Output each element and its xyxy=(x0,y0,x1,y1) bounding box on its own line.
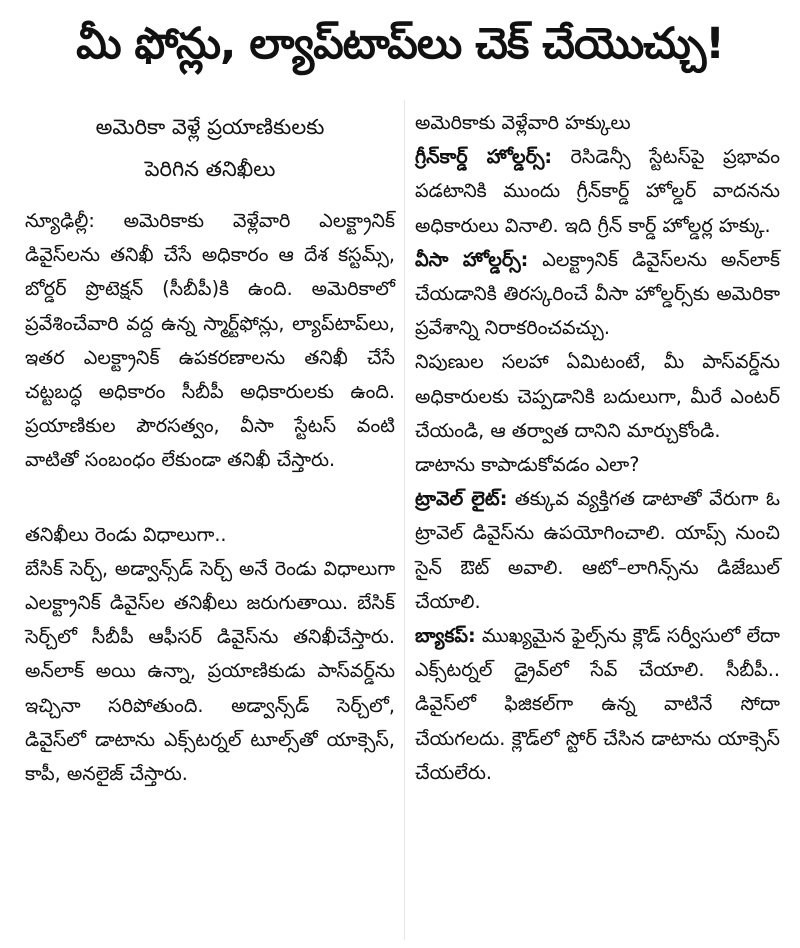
visa-lead: వీసా హోల్డర్స్: xyxy=(415,247,529,271)
green-card-paragraph xyxy=(415,140,780,243)
right-column xyxy=(415,106,780,790)
searches-paragraph: బేసిక్ సెర్చ్, అడ్వాన్స్‌డ్ సెర్చ్ అనే రెండు విధాలుగా ఎలక్ట్రానిక్ డివైస్‌ల తనిఖీలు జరుగుతాయి. బేసిక్ సెర్చ్‌లో సీబీపీ ఆఫీసర్ డివైస్‌ను తనిఖీచేస్తారు. అన్‌లాక్ అయి ఉన్నా, ప్రయాణికుడు పాస్‌వర్డ్‌ను ఇచ్చినా సరిపోతుంది. అడ్వాన్స్‌డ్ సెర్చ్‌లో, డివైస్‌లో డాటాను ఎక్స్‌టర్నల్ టూల్స్‌తో యాక్సెస్, కాపీ, అనలైజ్ చేస్తారు. xyxy=(25,556,395,786)
backup-paragraph xyxy=(415,619,780,790)
section-heading-searches: తనిఖీలు రెండు విధాలుగా.. xyxy=(25,522,227,546)
travel-light-text: తక్కువ వ్యక్తిగత డాటాతో వేరుగా ఓ ట్రావెల్ డివైస్‌ను ఉపయోగించాలి. యాప్స్ నుంచి సైన్ ఔట్ అవాలి. ఆటో–లాగిన్స్‌ను డిజేబుల్ చేయాలి. xyxy=(415,487,780,613)
visa-paragraph xyxy=(415,243,780,346)
travel-light-lead: ట్రావెల్ లైట్: xyxy=(415,487,508,511)
visa-text: ఎలక్ట్రానిక్ డివైస్‌లను అన్‌లాక్ చేయడానికి తిరస్కరించే వీసా హోల్డర్స్‌కు అమెరికా ప్రవేశాన్ని నిరాకరించవచ్చు. xyxy=(415,247,780,340)
left-column xyxy=(25,106,395,791)
subheading-line-2: పెరిగిన తనిఖీలు xyxy=(144,157,276,181)
backup-lead: బ్యాకప్: xyxy=(415,624,476,648)
column-divider xyxy=(404,100,405,940)
spacer xyxy=(25,190,395,204)
green-card-text: రెసిడెన్సీ స్టేటస్‌పై ప్రభావం పడటానికి ముందు గ్రీన్‌కార్డ్ హోల్డర్ వాదనను అధికారులు వినాలి. ఇది గ్రీన్ కార్డ్ హోల్డర్ల హక్కు. xyxy=(415,145,780,237)
expert-advice-paragraph: నిపుణుల సలహా ఏమిటంటే, మీ పాస్‌వర్డ్‌ను అధికారులకు చెప్పడానికి బదులుగా, మీరే ఎంటర్ చేయండి, ఆ తర్వాత దానిని మార్చుకోండి. xyxy=(415,350,780,442)
backup-text: ముఖ్యమైన ఫైల్స్‌ను క్లౌడ్ సర్వీసులో లేదా ఎక్స్‌టర్నల్ డ్రైవ్‌లో సేవ్ చేయాలి. సీబీపీ.. డివైస్‌లో ఫిజికల్‌గా ఉన్న వాటినే సోదా చేయగలదు. క్లౌడ్‌లో స్టోర్ చేసిన డాటాను యాక్సెస్ చేయలేరు. xyxy=(415,624,780,784)
green-card-lead: గ్రీన్‌కార్డ్ హోల్డర్స్: xyxy=(415,145,553,169)
subheading-line-1: అమెరికా వెళ్లే ప్రయాణికులకు xyxy=(95,115,325,139)
intro-paragraph: న్యూఢిల్లీ: అమెరికాకు వెళ్లేవారి ఎలక్ట్రానిక్ డివైస్‌లను తనిఖీ చేసే అధికారం ఆ దేశ కస్టమ్స్, బోర్డర్ ప్రొటెక్షన్ (సీబీపీ)కి ఉంది. అమెరికాలో ప్రవేశించేవారి వద్ద ఉన్న స్మార్ట్‌ఫోన్లు, ల్యాప్‌టాప్‌లు, ఇతర ఎలక్ట్రానిక్ ఉపకరణాలను తనిఖీ చేసే చట్టబద్ధ అధికారం సీబీపీ అధికారులకు ఉంది. ప్రయాణికుల పౌరసత్వం, వీసా స్టేటస్ వంటి వాటితో సంబంధం లేకుండా తనిఖీ చేస్తారు. xyxy=(25,209,395,472)
headline: మీ ఫోన్లు, ల్యాప్‌టాప్‌లు చెక్ చేయొచ్చు! xyxy=(76,19,724,69)
section-heading-rights: అమెరికాకు వెళ్లేవారి హక్కులు xyxy=(415,111,631,134)
travel-light-paragraph xyxy=(415,482,780,619)
section-heading-protect-data: డాటాను కాపాడుకోవడం ఎలా? xyxy=(415,453,640,477)
spacer xyxy=(25,478,395,518)
